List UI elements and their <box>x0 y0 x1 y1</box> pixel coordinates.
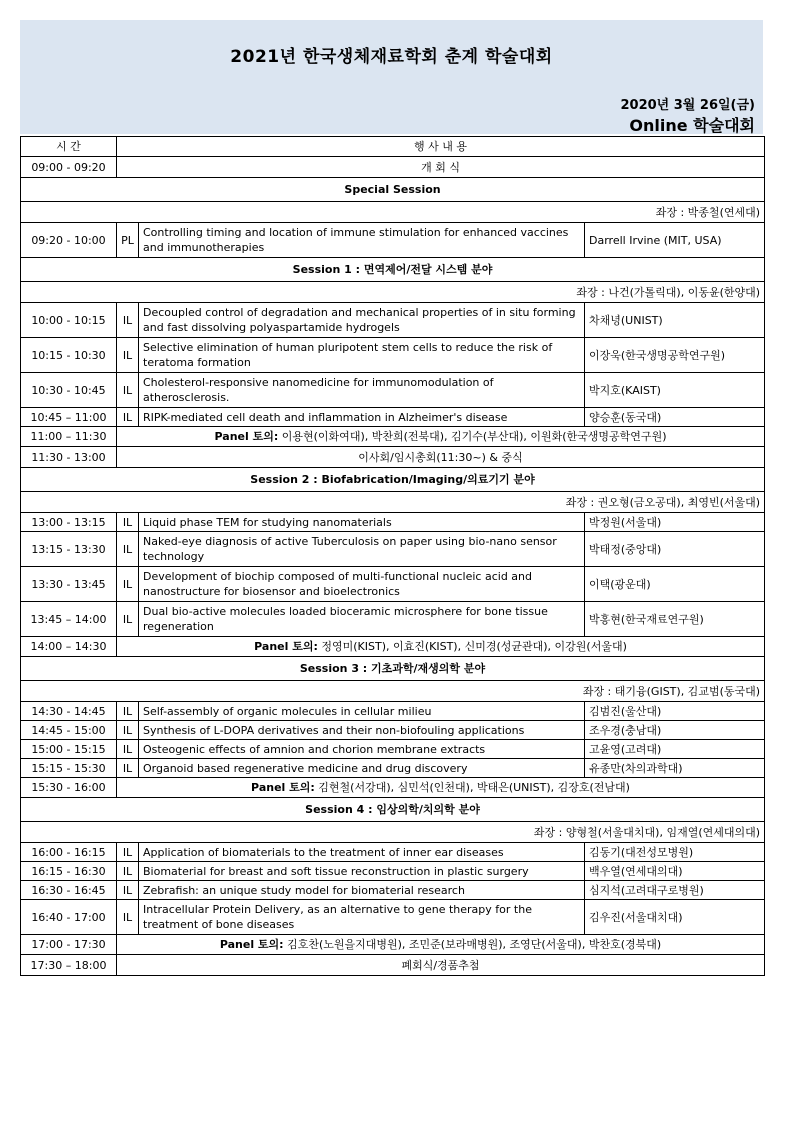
talk-title: Self-assembly of organic molecules in cellular milieu <box>139 702 585 721</box>
talk-row <box>21 900 765 935</box>
speaker-name: 박태정(중앙대) <box>585 532 765 567</box>
talk-type: IL <box>117 721 139 740</box>
talk-title: Decoupled control of degradation and mechanical properties of in situ forming and fast dissolving polyaspartamide hydrogels <box>139 303 585 338</box>
schedule-body <box>21 137 765 976</box>
time-cell: 14:30 - 14:45 <box>21 702 117 721</box>
event-cell: 폐회식/경품추첨 <box>117 955 765 976</box>
event-venue: Online 학술대회 <box>629 116 755 135</box>
talk-title: Biomaterial for breast and soft tissue reconstruction in plastic surgery <box>139 862 585 881</box>
speaker-name: 유종만(차의과학대) <box>585 759 765 778</box>
talk-title: Osteogenic effects of amnion and chorion membrane extracts <box>139 740 585 759</box>
talk-row <box>21 408 765 427</box>
talk-row <box>21 721 765 740</box>
talk-type: IL <box>117 373 139 408</box>
session-chairs: 좌장 : 나건(가톨릭대), 이동윤(한양대) <box>21 282 765 303</box>
panel-cell <box>117 778 765 798</box>
session-title: Session 3 : 기초과학/재생의학 분야 <box>21 657 765 681</box>
event-cell: 이사회/임시총회(11:30~) & 중식 <box>117 447 765 468</box>
time-cell: 15:30 - 16:00 <box>21 778 117 798</box>
schedule-table <box>20 136 765 976</box>
talk-title: Zebrafish: an unique study model for biomaterial research <box>139 881 585 900</box>
speaker-name: 양승훈(동국대) <box>585 408 765 427</box>
header-banner <box>20 20 763 134</box>
panel-members: 정영미(KIST), 이효진(KIST), 신미경(성균관대), 이강원(서울대) <box>321 640 627 653</box>
speaker-name: 백우열(연세대의대) <box>585 862 765 881</box>
talk-row <box>21 223 765 258</box>
time-cell: 10:00 - 10:15 <box>21 303 117 338</box>
time-cell: 14:45 - 15:00 <box>21 721 117 740</box>
session-heading-row <box>21 178 765 202</box>
speaker-name: 김동기(대전성모병원) <box>585 843 765 862</box>
panel-members: 김호찬(노원을지대병원), 조민준(보라매병원), 조영단(서울대), 박찬호(경북대) <box>287 938 662 951</box>
session-title: Session 1 : 면역제어/전달 시스템 분야 <box>21 258 765 282</box>
talk-type: IL <box>117 602 139 637</box>
time-cell: 10:15 - 10:30 <box>21 338 117 373</box>
talk-row <box>21 532 765 567</box>
speaker-name: 이택(광운대) <box>585 567 765 602</box>
talk-row <box>21 881 765 900</box>
talk-row <box>21 303 765 338</box>
event-row <box>21 955 765 976</box>
talk-row <box>21 843 765 862</box>
talk-row <box>21 759 765 778</box>
time-cell: 13:45 – 14:00 <box>21 602 117 637</box>
event-date: 2020년 3월 26일(금) <box>620 98 755 113</box>
session-chairs: 좌장 : 양형철(서울대치대), 임재열(연세대의대) <box>21 822 765 843</box>
talk-title: Synthesis of L-DOPA derivatives and their non-biofouling applications <box>139 721 585 740</box>
speaker-name: 차채녕(UNIST) <box>585 303 765 338</box>
session-chairs: 좌장 : 태기융(GIST), 김교범(동국대) <box>21 681 765 702</box>
time-cell: 16:40 - 17:00 <box>21 900 117 935</box>
panel-cell <box>117 427 765 447</box>
session-heading-row <box>21 468 765 492</box>
talk-row <box>21 567 765 602</box>
time-cell: 11:00 – 11:30 <box>21 427 117 447</box>
panel-members: 김현철(서강대), 심민석(인천대), 박태은(UNIST), 김장호(전남대) <box>318 781 630 794</box>
talk-type: IL <box>117 513 139 532</box>
talk-row <box>21 373 765 408</box>
time-cell: 17:30 – 18:00 <box>21 955 117 976</box>
talk-type: PL <box>117 223 139 258</box>
talk-type: IL <box>117 408 139 427</box>
talk-type: IL <box>117 567 139 602</box>
time-cell: 16:00 - 16:15 <box>21 843 117 862</box>
talk-title: Organoid based regenerative medicine and drug discovery <box>139 759 585 778</box>
talk-type: IL <box>117 702 139 721</box>
talk-title: Liquid phase TEM for studying nanomaterials <box>139 513 585 532</box>
talk-type: IL <box>117 881 139 900</box>
time-cell: 16:30 - 16:45 <box>21 881 117 900</box>
panel-label: Panel 토의: <box>219 938 284 951</box>
time-cell: 09:00 - 09:20 <box>21 157 117 178</box>
speaker-name: Darrell Irvine (MIT, USA) <box>585 223 765 258</box>
speaker-name: 박지호(KAIST) <box>585 373 765 408</box>
session-chairs: 좌장 : 박종철(연세대) <box>21 202 765 223</box>
talk-title: Naked-eye diagnosis of active Tuberculosis on paper using bio-nano sensor technology <box>139 532 585 567</box>
session-chairs: 좌장 : 권오형(금오공대), 최영빈(서울대) <box>21 492 765 513</box>
chair-row <box>21 681 765 702</box>
talk-title: Selective elimination of human pluripotent stem cells to reduce the risk of teratoma formation <box>139 338 585 373</box>
talk-row <box>21 702 765 721</box>
talk-type: IL <box>117 900 139 935</box>
time-cell: 17:00 - 17:30 <box>21 935 117 955</box>
speaker-name: 심지석(고려대구로병원) <box>585 881 765 900</box>
talk-type: IL <box>117 338 139 373</box>
panel-label: Panel 토의: <box>214 430 279 443</box>
page-title: 2021년 한국생체재료학회 춘계 학술대회 <box>230 47 553 67</box>
panel-label: Panel 토의: <box>254 640 318 653</box>
speaker-name: 조우경(충남대) <box>585 721 765 740</box>
panel-row <box>21 935 765 955</box>
time-cell: 15:00 - 15:15 <box>21 740 117 759</box>
chair-row <box>21 202 765 223</box>
talk-type: IL <box>117 740 139 759</box>
session-title: Special Session <box>21 178 765 202</box>
time-cell: 11:30 - 13:00 <box>21 447 117 468</box>
chair-row <box>21 282 765 303</box>
time-cell: 09:20 - 10:00 <box>21 223 117 258</box>
panel-row <box>21 637 765 657</box>
speaker-name: 김범진(울산대) <box>585 702 765 721</box>
column-header-content: 행 사 내 용 <box>117 137 765 157</box>
talk-type: IL <box>117 532 139 567</box>
time-cell: 10:30 - 10:45 <box>21 373 117 408</box>
event-row <box>21 447 765 468</box>
talk-title: Development of biochip composed of multi-functional nucleic acid and nanostructure for biosensor and bioelectronics <box>139 567 585 602</box>
talk-title: Application of biomaterials to the treatment of inner ear diseases <box>139 843 585 862</box>
talk-row <box>21 513 765 532</box>
table-header-row <box>21 137 765 157</box>
session-title: Session 2 : Biofabrication/Imaging/의료기기 분야 <box>21 468 765 492</box>
panel-label: Panel 토의: <box>251 781 315 794</box>
time-cell: 10:45 – 11:00 <box>21 408 117 427</box>
talk-type: IL <box>117 843 139 862</box>
session-heading-row <box>21 258 765 282</box>
time-cell: 14:00 – 14:30 <box>21 637 117 657</box>
talk-row <box>21 862 765 881</box>
speaker-name: 이장욱(한국생명공학연구원) <box>585 338 765 373</box>
speaker-name: 김우진(서울대치대) <box>585 900 765 935</box>
speaker-name: 박홍현(한국재료연구원) <box>585 602 765 637</box>
talk-row <box>21 602 765 637</box>
time-cell: 15:15 - 15:30 <box>21 759 117 778</box>
session-heading-row <box>21 798 765 822</box>
time-cell: 16:15 - 16:30 <box>21 862 117 881</box>
talk-row <box>21 740 765 759</box>
session-heading-row <box>21 657 765 681</box>
talk-title: Dual bio-active molecules loaded bioceramic microsphere for bone tissue regeneration <box>139 602 585 637</box>
panel-row <box>21 778 765 798</box>
speaker-name: 고윤영(고려대) <box>585 740 765 759</box>
talk-row <box>21 338 765 373</box>
panel-members: 이용현(이화여대), 박찬희(전북대), 김기수(부산대), 이원화(한국생명공학연구원) <box>281 430 667 443</box>
session-title: Session 4 : 임상의학/치의학 분야 <box>21 798 765 822</box>
talk-title: Cholesterol-responsive nanomedicine for immunomodulation of atherosclerosis. <box>139 373 585 408</box>
time-cell: 13:15 - 13:30 <box>21 532 117 567</box>
column-header-time: 시 간 <box>21 137 117 157</box>
chair-row <box>21 822 765 843</box>
event-cell: 개 회 식 <box>117 157 765 178</box>
panel-row <box>21 427 765 447</box>
panel-cell <box>117 935 765 955</box>
talk-title: RIPK-mediated cell death and inflammation in Alzheimer's disease <box>139 408 585 427</box>
chair-row <box>21 492 765 513</box>
time-cell: 13:00 - 13:15 <box>21 513 117 532</box>
talk-title: Intracellular Protein Delivery, as an alternative to gene therapy for the treatment of bone diseases <box>139 900 585 935</box>
speaker-name: 박정원(서울대) <box>585 513 765 532</box>
talk-type: IL <box>117 862 139 881</box>
talk-title: Controlling timing and location of immune stimulation for enhanced vaccines and immunotherapies <box>139 223 585 258</box>
talk-type: IL <box>117 759 139 778</box>
talk-type: IL <box>117 303 139 338</box>
time-cell: 13:30 - 13:45 <box>21 567 117 602</box>
event-row <box>21 157 765 178</box>
panel-cell <box>117 637 765 657</box>
